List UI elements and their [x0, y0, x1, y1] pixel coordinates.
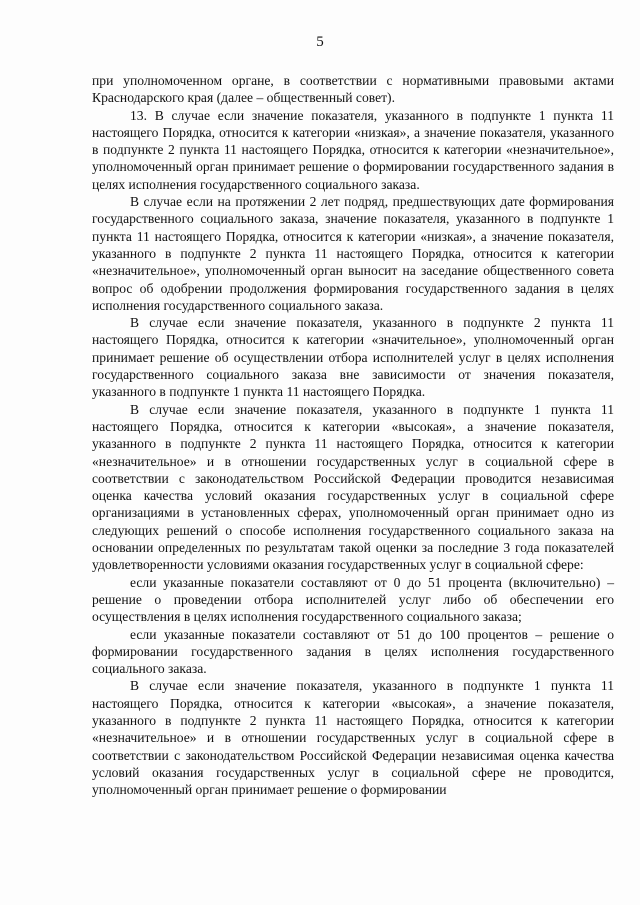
paragraph-option-51-100: если указанные показатели составляют от 51 до 100 процентов – решение о формировании государственного задания в целях исполнения государственного социального заказа.: [92, 626, 614, 677]
paragraph-option-0-51: если указанные показатели составляют от 0 до 51 процента (включительно) – решение о проведении отбора исполнителей услуг либо об обеспечении его осуществления в целях исполнения государственного социального заказа;: [92, 574, 614, 625]
paragraph-two-years-case: В случае если на протяжении 2 лет подряд, предшествующих дате формирования государственного социального заказа, значение показателя, указанного в подпункте 1 пункта 11 настоящего Порядка, относится к категории «низкая», а значение показателя, указанного в подпункте 2 пункта 11 настоящего Порядка, относится к категории «незначительное», уполномоченный орган выносит на заседание общественного совета вопрос об одобрении продолжения формирования государственного задания в целях исполнения государственного социального заказа.: [92, 194, 614, 313]
paragraph-significant-case: В случае если значение показателя, указанного в подпункте 2 пункта 11 настоящего Порядка, относится к категории «значительное», уполномоченный орган принимает решение об осуществлении отбора исполнителей услуг в целях исполнения государственного социального заказа вне зависимости от значения показателя, указанного в подпункте 1 пункта 11 настоящего Порядка.: [92, 315, 614, 400]
document-body: [92, 72, 614, 798]
paragraph-high-with-assessment: В случае если значение показателя, указанного в подпункте 1 пункта 11 настоящего Порядка, относится к категории «высокая», а значение показателя, указанного в подпункте 2 пункта 11 настоящего Порядка, относится к категории «незначительное» и в отношении государственных услуг в социальной сфере в соответствии с законодательством Российской Федерации проводится независимая оценка качества условий оказания государственных услуг в социальной сфере организациями в установленных сферах, уполномоченный орган принимает одно из следующих решений о способе исполнения государственного социального заказа на основании определенных по результатам такой оценки за последние 3 года показателей удовлетворенности условиями оказания государственных услуг в социальной сфере:: [92, 401, 614, 573]
paragraph-continuation: при уполномоченном органе, в соответствии с нормативными правовыми актами Краснодарского края (далее – общественный совет).: [92, 73, 614, 106]
paragraph-item-13: 13. В случае если значение показателя, указанного в подпункте 1 пункта 11 настоящего Порядка, относится к категории «низкая», а значение показателя, указанного в подпункте 2 пункта 11 настоящего Порядка, относится к категории «незначительное», уполномоченный орган принимает решение о формировании государственного задания в целях исполнения государственного социального заказа.: [92, 107, 614, 192]
page-number: 5: [316, 34, 324, 50]
paragraph-high-without-assessment: В случае если значение показателя, указанного в подпункте 1 пункта 11 настоящего Порядка, относится к категории «высокая», а значение показателя, указанного в подпункте 2 пункта 11 настоящего Порядка, относится к категории «незначительное» и в отношении государственных услуг в социальной сфере в соответствии с законодательством Российской Федерации независимая оценка качества условий оказания государственных услуг в социальной сфере не проводится, уполномоченный орган принимает решение о формировании: [92, 678, 614, 798]
